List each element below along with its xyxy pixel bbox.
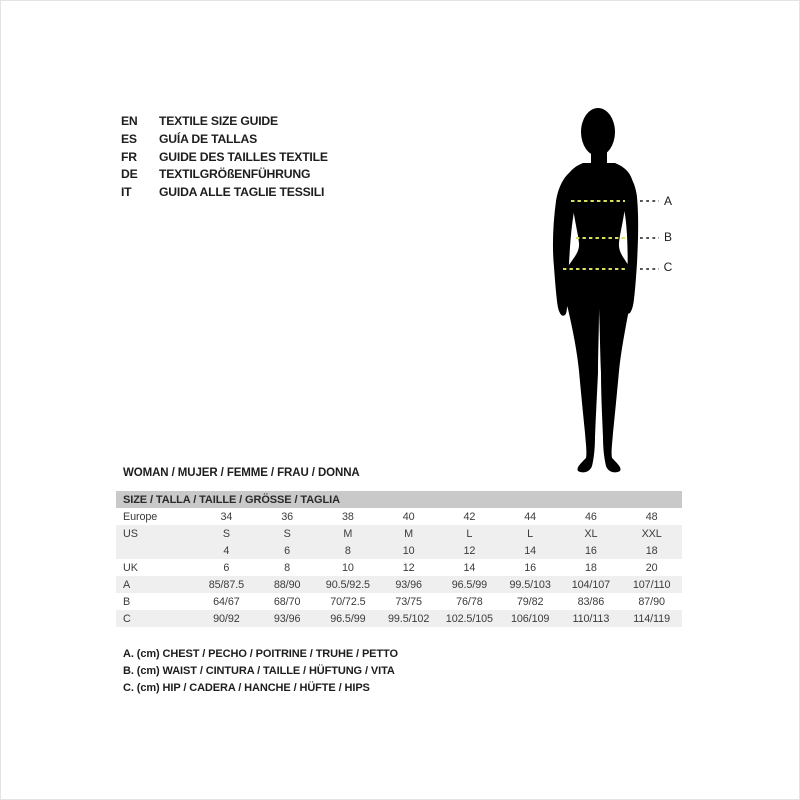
legend-line: C. (cm) HIP / CADERA / HANCHE / HÜFTE / HIPS — [123, 681, 370, 694]
size-cell: 10 — [341, 561, 354, 574]
measure-label-a: A — [663, 194, 672, 208]
size-cell: 12 — [439, 542, 500, 559]
language-title: GUIDA ALLE TAGLIE TESSILI — [159, 185, 325, 200]
row-label — [116, 542, 196, 559]
row-label: B — [123, 595, 131, 608]
measurement-legend — [123, 646, 398, 696]
language-code: ES — [121, 131, 137, 146]
size-cell: 99.5/103 — [500, 576, 561, 593]
size-cell: XL — [561, 525, 622, 542]
size-cell: 38 — [341, 510, 354, 523]
size-cell: 18 — [584, 561, 597, 574]
table-header-row — [116, 491, 682, 508]
table-row — [116, 525, 682, 542]
table-row — [116, 593, 682, 610]
size-cell: 46 — [584, 510, 597, 523]
row-label: C — [116, 610, 196, 627]
size-table-body — [116, 508, 682, 627]
language-code: IT — [121, 185, 132, 200]
size-cell: 107/110 — [621, 576, 682, 593]
size-cell: 90/92 — [196, 610, 257, 627]
size-cell: 114/119 — [621, 610, 682, 627]
size-cell: 73/75 — [395, 595, 422, 608]
row-label: UK — [123, 561, 138, 574]
size-cell: 110/113 — [561, 610, 622, 627]
size-cell: 4 — [196, 542, 257, 559]
table-row — [116, 559, 682, 576]
size-cell: 36 — [281, 510, 294, 523]
size-cell: S — [257, 525, 318, 542]
size-cell: 96.5/99 — [439, 576, 500, 593]
language-row — [121, 184, 328, 202]
size-cell: 102.5/105 — [439, 610, 500, 627]
size-cell: 79/82 — [516, 595, 544, 608]
row-label: Europe — [123, 510, 158, 523]
size-cell: 90.5/92.5 — [318, 576, 379, 593]
size-cell: 76/78 — [456, 595, 483, 608]
size-cell: 40 — [402, 510, 415, 523]
language-code: EN — [121, 114, 138, 128]
measure-label-c: C — [663, 260, 673, 274]
language-code: FR — [121, 149, 137, 164]
size-cell: 96.5/99 — [318, 610, 379, 627]
table-row — [116, 508, 682, 525]
size-cell: 6 — [223, 561, 230, 574]
size-cell: 83/86 — [577, 595, 605, 608]
size-cell: 68/70 — [273, 595, 301, 608]
size-cell: 64/67 — [213, 595, 240, 608]
language-title: TEXTILE SIZE GUIDE — [159, 114, 278, 128]
size-cell: S — [196, 525, 257, 542]
size-cell: 93/96 — [378, 576, 439, 593]
row-label: A — [116, 576, 196, 593]
size-cell: 70/72.5 — [330, 595, 366, 608]
size-cell: 93/96 — [257, 610, 318, 627]
size-cell: 87/90 — [638, 595, 665, 608]
size-cell: M — [378, 525, 439, 542]
size-cell: 14 — [463, 561, 476, 574]
size-cell: 8 — [318, 542, 379, 559]
size-cell: 20 — [645, 561, 658, 574]
table-row — [116, 610, 682, 627]
size-cell: 42 — [463, 510, 476, 523]
size-cell: L — [500, 525, 561, 542]
language-row — [121, 131, 328, 149]
language-row — [121, 166, 328, 184]
size-cell: 16 — [524, 561, 537, 574]
woman-silhouette-svg — [521, 101, 701, 481]
legend-line: A. (cm) CHEST / PECHO / POITRINE / TRUHE / PETTO — [123, 648, 398, 660]
legend-line: B. (cm) WAIST / CINTURA / TAILLE / HÜFTUNG / VITA — [123, 664, 395, 677]
size-cell: 48 — [645, 510, 658, 523]
language-title: GUIDE DES TAILLES TEXTILE — [159, 149, 328, 164]
size-cell: 104/107 — [561, 576, 622, 593]
table-title: WOMAN / MUJER / FEMME / FRAU / DONNA — [123, 467, 360, 479]
size-cell: L — [439, 525, 500, 542]
size-cell: 88/90 — [257, 576, 318, 593]
size-cell: M — [318, 525, 379, 542]
measurement-figure — [521, 101, 701, 481]
size-cell: 14 — [500, 542, 561, 559]
measure-label-b: B — [663, 230, 672, 244]
language-title-list — [121, 113, 328, 202]
language-title: GUÍA DE TALLAS — [159, 131, 258, 146]
language-row — [121, 113, 328, 131]
size-cell: 34 — [220, 510, 233, 523]
size-cell: 99.5/102 — [378, 610, 439, 627]
size-cell: 8 — [284, 561, 291, 574]
table-row — [116, 576, 682, 593]
language-code: DE — [121, 167, 138, 182]
size-cell: XXL — [621, 525, 682, 542]
size-cell: 6 — [257, 542, 318, 559]
row-label: US — [116, 525, 196, 542]
size-cell: 18 — [621, 542, 682, 559]
woman-silhouette — [553, 108, 638, 472]
language-title: TEXTILGRÖßENFÜHRUNG — [159, 167, 311, 182]
table-header: SIZE / TALLA / TAILLE / GRÖSSE / TAGLIA — [116, 491, 682, 508]
size-cell: 16 — [561, 542, 622, 559]
size-cell: 44 — [524, 510, 537, 523]
size-table — [116, 491, 682, 627]
size-cell: 85/87.5 — [196, 576, 257, 593]
table-row — [116, 542, 682, 559]
size-cell: 106/109 — [500, 610, 561, 627]
language-row — [121, 149, 328, 167]
size-cell: 12 — [402, 561, 415, 574]
size-cell: 10 — [378, 542, 439, 559]
